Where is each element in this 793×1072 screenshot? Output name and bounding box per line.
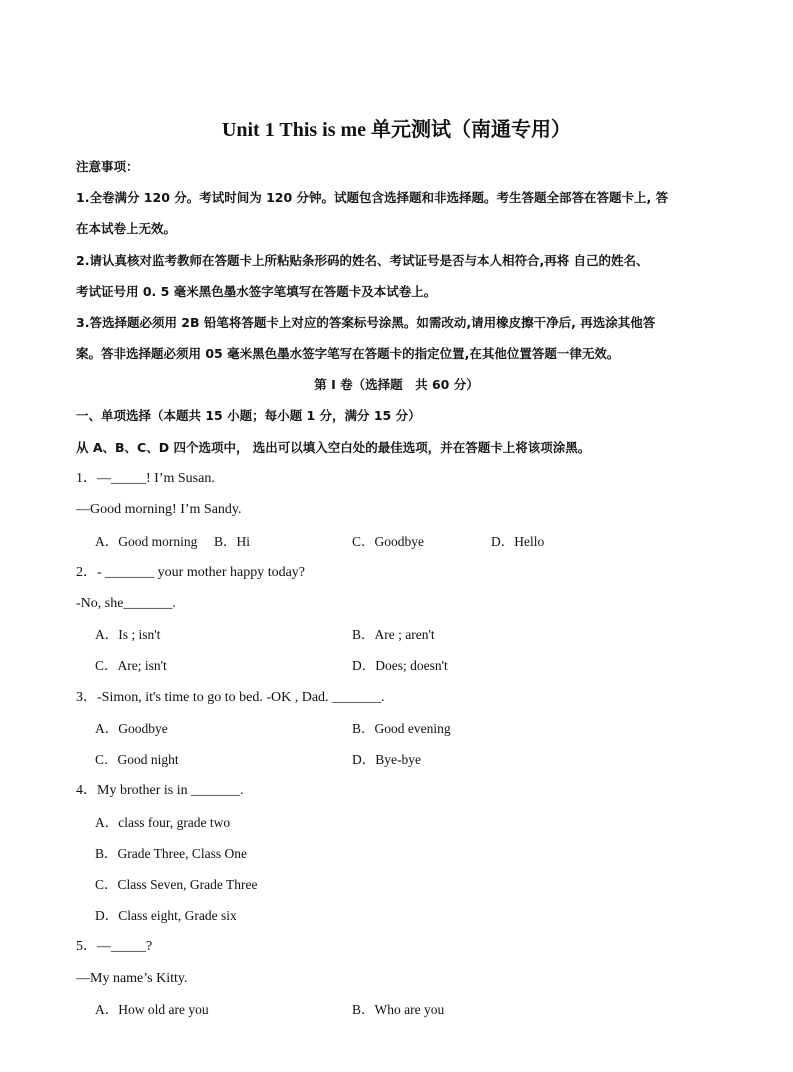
question-2-option-a: A．Is ; isn't — [95, 627, 161, 642]
question-1-option-b: B．Hi — [214, 534, 251, 549]
question-1-option-c: C．Goodbye — [352, 534, 424, 549]
question-1-stem: 1．—_____! I’m Susan. — [76, 471, 215, 486]
question-2-option-c: C．Are; isn't — [95, 658, 167, 673]
question-2-dialogue: -No, she_______. — [76, 596, 176, 611]
question-4-option-a: A．class four, grade two — [95, 815, 231, 830]
notice-item3-line1: 3.答选择题必须用 2B 铅笔将答题卡上对应的答案标号涂黑。如需改动,请用橡皮擦干净后, 再选涂其他答 — [76, 315, 656, 330]
question-4-option-b: B．Grade Three, Class One — [95, 846, 247, 861]
notice-item1-line1: 1.全卷满分 120 分。考试时间为 120 分钟。试题包含选择题和非选择题。考生答题全部答在答题卡上, 答 — [76, 190, 669, 205]
question-1-option-a: A．Good morning — [95, 534, 198, 549]
notice-item1-line2: 在本试卷上无效。 — [76, 221, 177, 236]
section1-heading: 一、单项选择（本题共 15 小题；每小题 1 分，满分 15 分） — [76, 408, 421, 423]
question-5-option-b: B．Who are you — [352, 1002, 445, 1017]
question-5-stem: 5．—_____? — [76, 939, 153, 954]
question-3-option-a: A．Goodbye — [95, 721, 168, 736]
section1-instruction: 从 A、B、C、D 四个选项中， 选出可以填入空白处的最佳选项，并在答题卡上将该项涂黑。 — [76, 440, 591, 455]
notice-item2-line1: 2.请认真核对监考教师在答题卡上所粘贴条形码的姓名、考试证号是否与本人相符合,再将 自己的姓名、 — [76, 253, 649, 268]
question-1-option-d: D．Hello — [491, 534, 545, 549]
question-3-option-c: C．Good night — [95, 752, 179, 767]
question-2-option-b: B．Are ; aren't — [352, 627, 435, 642]
question-5-dialogue: —My name’s Kitty. — [76, 971, 188, 986]
question-4-option-d: D．Class eight, Grade six — [95, 908, 237, 923]
question-3-option-b: B．Good evening — [352, 721, 451, 736]
part1-title: 第 I 卷（选择题 共 60 分） — [314, 377, 479, 392]
question-5-option-a: A．How old are you — [95, 1002, 209, 1017]
question-2-option-d: D．Does; doesn't — [352, 658, 448, 673]
question-2-stem: 2．- _______ your mother happy today? — [76, 565, 306, 580]
page-title: Unit 1 This is me 单元测试（南通专用） — [221, 119, 572, 141]
notice-heading: 注意事项： — [76, 159, 139, 174]
question-1-dialogue: —Good morning! I’m Sandy. — [76, 502, 242, 517]
notice-item3-line2: 案。答非选择题必须用 05 毫米黑色墨水签字笔写在答题卡的指定位置,在其他位置答题一律无效。 — [76, 346, 620, 361]
question-3-stem: 3．-Simon, it's time to go to bed. -OK , Dad. _______. — [76, 690, 385, 705]
notice-item2-line2: 考试证号用 0. 5 毫米黑色墨水签字笔填写在答题卡及本试卷上。 — [76, 284, 437, 299]
question-4-option-c: C．Class Seven, Grade Three — [95, 877, 258, 892]
question-4-stem: 4．My brother is in _______. — [76, 783, 244, 798]
question-3-option-d: D．Bye-bye — [352, 752, 421, 767]
